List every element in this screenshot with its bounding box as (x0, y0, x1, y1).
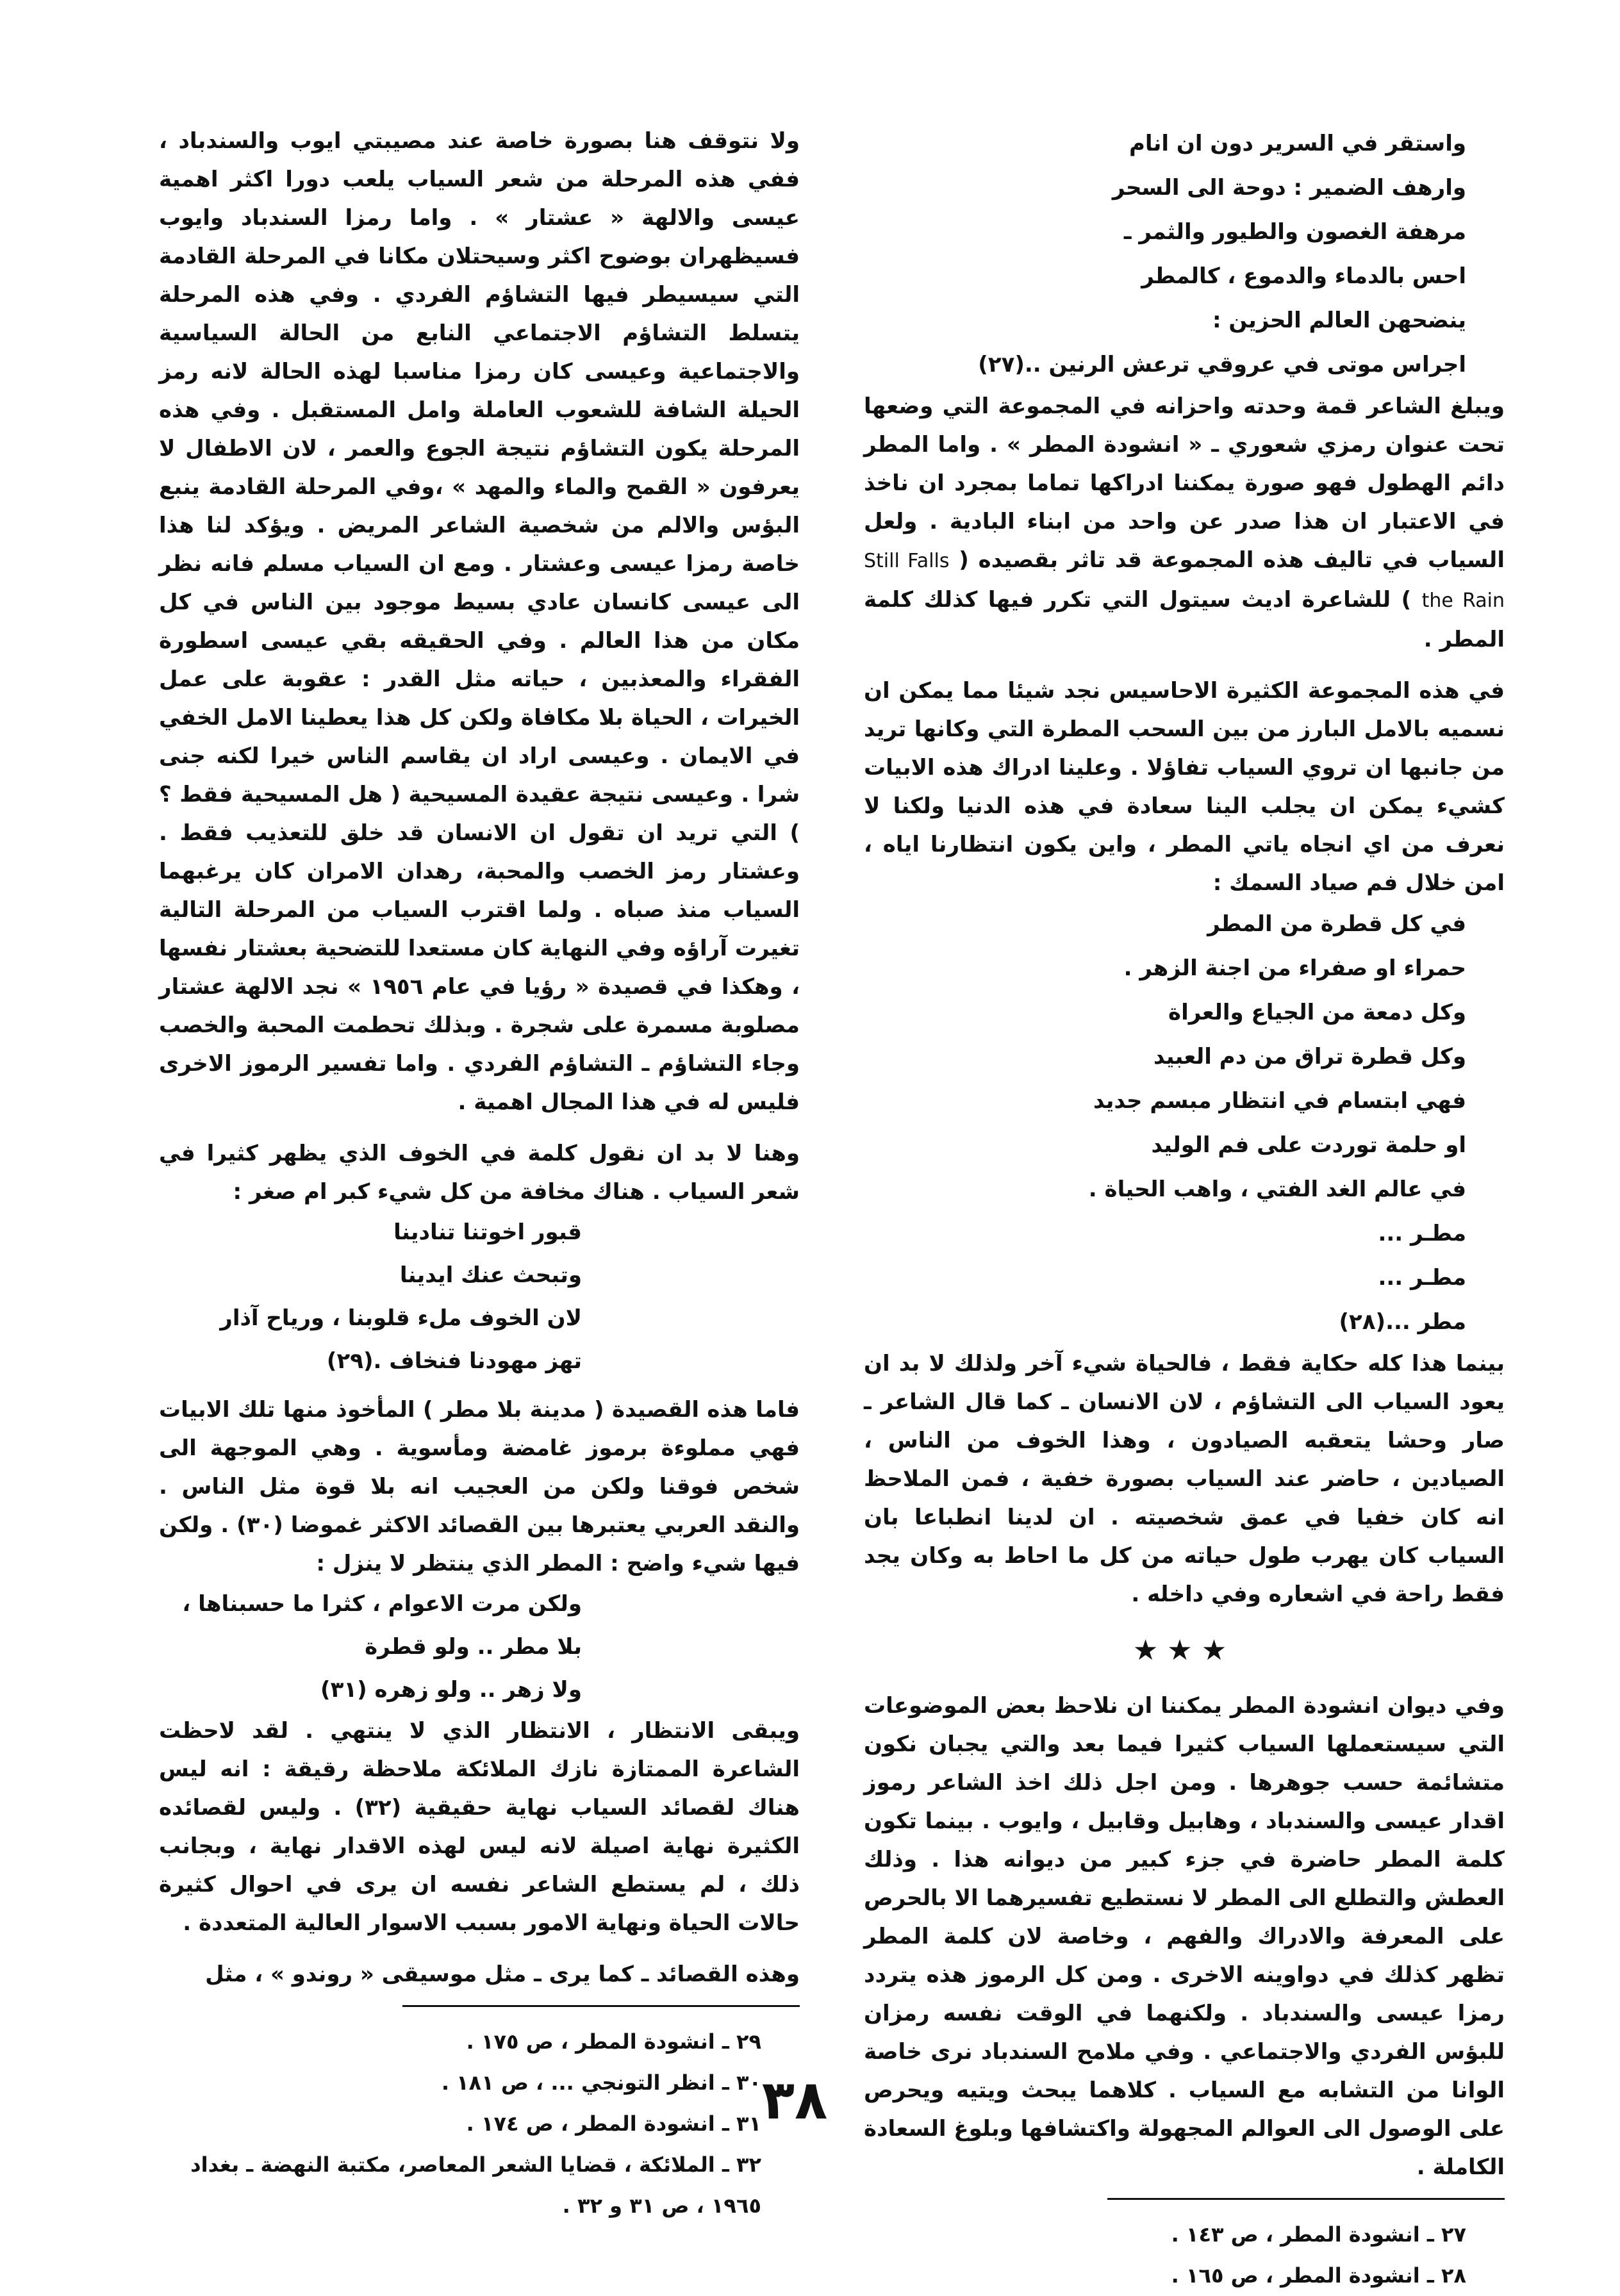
verse-line: احس بالدماء والدموع ، كالمطر (1141, 263, 1466, 289)
verse-line: واستقر في السرير دون ان انام (1128, 131, 1466, 156)
verse-line: حمراء او صفراء من اجنة الزهر . (1123, 955, 1466, 981)
verse-line: وكل دمعة من الجياع والعراة (1168, 1000, 1466, 1025)
paragraph-text: ) للشاعرة اديث سيتول التي تكرر فيها كذلك كلمة المطر . (864, 587, 1505, 652)
footnote: ٣١ ـ انشودة المطر ، ص ١٧٤ . (466, 2111, 761, 2136)
footnote: ٢٨ ـ انشودة المطر ، ص ١٦٥ . (1171, 2263, 1466, 2288)
footnotes (159, 2021, 800, 2226)
poem-excerpt-27 (864, 122, 1505, 387)
right-column (864, 122, 1505, 2296)
footnote: ٢٧ ـ انشودة المطر ، ص ١٤٣ . (1171, 2222, 1466, 2247)
paragraph: فاما هذه القصيدة ( مدينة بلا مطر ) المأخوذ منها تلك الابيات فهي مملوءة برموز غامضة ومأسوية . وهي الموجهة الى شخص فوقنا ولكن من العجيب انه بلا قوة مثل الناس . والنقد العربي يعتبرها بين القصائد الاكثر غموضا (٣٠) . ولكن فيها شيء واضح : المطر الذي ينتظر لا ينزل : (159, 1397, 800, 1576)
verse-line: مرهفة الغصون والطيور والثمر ـ (1123, 219, 1466, 245)
verse-line: اجراس موتى في عروقي ترعش الرنين ..(٢٧) (978, 352, 1466, 377)
paragraph: في هذه المجموعة الكثيرة الاحاسيس نجد شيئا مما يمكن ان نسميه بالامل البارز من بين السحب المطرة التي وكانها تريد من جانبها ان تروي السياب تفاؤلا . وعلينا ادراك هذه الابيات كشيء يمكن ان يجلب الينا سعادة في هذه الدنيا ولكنا لا نعرف من اي انجاه ياتي المطر ، واين يكون انتظارنا اياه ، امن خلال فم صياد السمك : (864, 678, 1505, 896)
paragraph: وفي ديوان انشودة المطر يمكننا ان نلاحظ بعض الموضوعات التي سيستعملها السياب كثيرا فيما بعد والتي يجبان نكون متشائمة حسب جوهرها . ومن اجل ذلك اخذ الشاعر رموز اقدار عيسى والسندباد ، وهابيل وقابيل ، وايوب . بينما تكون كلمة المطر حاضرة في جزء كبير من ديوانه هذا . وذلك العطش والتطلع الى المطر لا نستطيع تفسيرهما الا بالحرص على المعرفة والادراك والفهم ، وخاصة لان كلمة المطر تظهر كذلك في دواوينه الاخرى . ومن كل الرموز هذه يتردد رمزا عيسى والسندباد . ولكنهما في الوقت نفسه رمزان للبؤس الفردي والاجتماعي . وفي ملامح السندباد نرى خاصة الوانا من التشابه مع السياب . كلاهما يبحث ويتيه ويحرص على الوصول الى العوالم المجهولة واكتشافها وبلوغ السعادة الكاملة . (864, 1693, 1505, 2180)
left-column (159, 122, 800, 2226)
verse-line: مطـر ... (1378, 1265, 1466, 1291)
verse-line: قبور اخوتنا تنادينا (393, 1219, 582, 1245)
verse-line: تهز مهودنا فنخاف .(٢٩) (326, 1348, 582, 1374)
verse-line: مطـر ... (1378, 1221, 1466, 1246)
verse-line: بلا مطر .. ولو قطرة (365, 1634, 582, 1660)
section-divider-stars: ★★★ (1132, 1634, 1236, 1667)
poem-excerpt-29 (159, 1211, 800, 1383)
verse-line: وتبحث عنك ايدينا (399, 1262, 582, 1288)
verse-line: ولا زهر .. ولو زهره (٣١) (320, 1677, 582, 1703)
paragraph: ويبقى الانتظار ، الانتظار الذي لا ينتهي . لقد لاحظت الشاعرة الممتازة نازك الملائكة ملاحظة رقيقة : انه ليس هناك لقصائد السياب نهاية حقيقية (٣٢) . وليس لقصائده الكثيرة نهاية اصيلة لانه ليس لهذه الاقدار نهاية ، وبجانب ذلك ، لم يستطع الشاعر نفسه ان يرى في احوال كثيرة حالات الحياة ونهاية الامور بسبب الاسوار العالية المتعددة . (159, 1718, 800, 1936)
footnote: ٢٩ ـ انشودة المطر ، ص ١٧٥ . (466, 2029, 761, 2054)
footnote-rule (402, 2005, 800, 2007)
english-poem-title: Still Falls the Rain (864, 550, 1505, 612)
paragraph: وهذه القصائد ـ كما يرى ـ مثل موسيقى « روندو » ، مثل (205, 1962, 800, 1987)
page-number: ٣٨ (761, 2069, 828, 2131)
verse-line: او حلمة توردت على فم الوليد (1151, 1132, 1466, 1158)
verse-line: فهي ابتسام في انتظار مبسم جديد (1093, 1088, 1466, 1114)
paragraph (864, 387, 1505, 659)
paragraph: بينما هذا كله حكاية فقط ، فالحياة شيء آخر ولذلك لا بد ان يعود السياب الى التشاؤم ، لان الانسان ـ كما قال الشاعر ـ صار وحشا يتعقبه الصيادون ، وهذا الخوف من الناس ، الصيادين ، حاضر عند السياب بصورة خفية ، فمن الملاحظ انه كان خفيا في عمق شخصيته . ان لدينا انطباعا بان السياب كان يهرب طول حياته من كل ما احاط به وكان يجد فقط راحة في اشعاره وفي داخله . (864, 1351, 1505, 1607)
verse-line: ينضحهن العالم الحزين : (1212, 308, 1466, 333)
verse-line: وكل قطرة تراق من دم العبيد (1153, 1044, 1466, 1070)
poem-excerpt-28 (864, 902, 1505, 1344)
paragraph: ولا نتوقف هنا بصورة خاصة عند مصيبتي ايوب والسندباد ، ففي هذه المرحلة من شعر السياب يلعب دورا اكثر اهمية عيسى والالهة « عشتار » . واما رمزا السندباد وايوب فسيظهران بوضوح اكثر وسيحتلان مكانا في المرحلة القادمة التي سيسيطر فيها التشاؤم الفردي . وفي هذه المرحلة يتسلط التشاؤم الاجتماعي النابع من الحالة السياسية والاجتماعية وعيسى كان رمزا مناسبا لهذه الحالة لانه رمز الحيلة الشافة للشعوب العاملة وامل المستقبل . وفي هذه المرحلة يكون التشاؤم نتيجة الجوع والعمر ، لان الاطفال لا يعرفون « القمح والماء والمهد » ،وفي المرحلة القادمة ينبع البؤس والالم من شخصية الشاعر المريض . ويؤكد لنا هذا خاصة رمزا عيسى وعشتار . ومع ان السياب مسلم فانه نظر الى عيسى كانسان عادي بسيط موجود بين الناس في كل مكان من هذا العالم . وفي الحقيقه بقي عيسى اسطورة الفقراء والمعذبين ، حياته مثل القدر : عقوبة على عمل الخيرات ، الحياة بلا مكافاة ولكن كل هذا يعطينا الامل الخفي في الايمان . وعيسى اراد ان يقاسم الناس خيرا لكنه جنى شرا . وعيسى نتيجة عقيدة المسيحية ( هل المسيحية فقط ؟ ) التي تريد ان تقول ان الانسان قد خلق للتعذيب فقط . وعشتار رمز الخصب والمحبة، رهدان الامران كان يرغبهما السياب منذ صباه . ولما اقترب السياب من المرحلة التالية تغيرت آراؤه وفي النهاية كان مستعدا للتضحية بعشتار نفسها ، وهكذا في قصيدة « رؤيا في عام ١٩٥٦ » نجد الالهة عشتار مصلوبة مسمرة على شجرة . وبذلك تحطمت المحبة والخصب وجاء التشاؤم ـ التشاؤم الفردي . واما تفسير الرموز الاخرى فليس له في هذا المجال اهمية . (159, 128, 800, 1115)
footnotes (864, 2214, 1505, 2296)
verse-line: في عالم الغد الفتي ، واهب الحياة . (1088, 1177, 1466, 1202)
verse-line: لان الخوف ملء قلوبنا ، ورياح آذار (220, 1305, 582, 1331)
verse-line: في كل قطرة من المطر (1207, 911, 1466, 937)
verse-line: وارهف الضمير : دوحة الى السحر (1112, 175, 1466, 201)
paragraph: وهنا لا بد ان نقول كلمة في الخوف الذي يظهر كثيرا في شعر السياب . هناك مخافة من كل شيء كبر ام صغر : (159, 1141, 800, 1205)
poem-excerpt-31 (159, 1583, 800, 1712)
verse-line: مطر ...(٢٨) (1339, 1309, 1466, 1335)
footnote: ٣٢ ـ الملائكة ، قضايا الشعر المعاصر، مكتبة النهضة ـ بغداد ١٩٦٥ ، ص ٣١ و ٣٢ . (190, 2152, 761, 2218)
verse-line: ولكن مرت الاعوام ، كثرا ما حسبناها ، (182, 1591, 582, 1617)
paragraph-text: ويبلغ الشاعر قمة وحدته واحزانه في المجموعة التي وضعها تحت عنوان رمزي شعوري ـ « انشودة المطر » . واما المطر دائم الهطول فهو صورة يمكننا ادراكها تماما بمجرد ان ناخذ في الاعتبار ان هذا صدر عن واحد من ابناء البادية . ولعل السياب في تاليف هذه المجموعة قد تاثر بقصيده ( (864, 393, 1505, 573)
footnote: ٣٠ ـ انظر التونجي ... ، ص ١٨١ . (441, 2070, 761, 2095)
footnote-rule (1107, 2198, 1505, 2200)
